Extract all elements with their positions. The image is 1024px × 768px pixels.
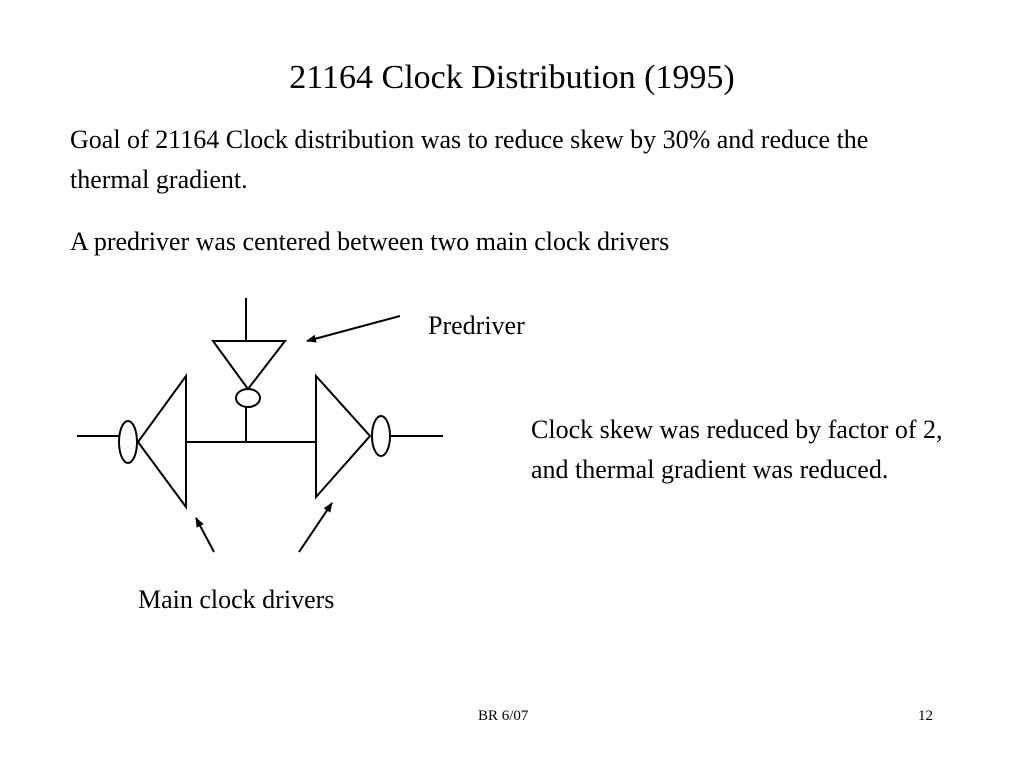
left-driver-triangle (138, 376, 186, 507)
left-driver-arrow (196, 518, 214, 552)
page-number: 12 (918, 708, 933, 724)
predriver-label: Predriver (428, 311, 525, 340)
slide-title: 21164 Clock Distribution (1995) (289, 59, 735, 96)
result-note: Clock skew was reduced by factor of 2, and thermal gradient was reduced. (531, 415, 943, 484)
right-driver-arrow (299, 503, 332, 552)
right-driver-inverter-bubble (372, 416, 390, 456)
main-clock-drivers-label: Main clock drivers (138, 585, 335, 614)
predriver-triangle (213, 341, 285, 389)
goal-paragraph: Goal of 21164 Clock distribution was to reduce skew by 30% and reduce the thermal gradient. (70, 125, 869, 194)
predriver-paragraph: A predriver was centered between two main clock drivers (70, 227, 670, 256)
right-driver-triangle (316, 376, 370, 497)
predriver-symbol (213, 298, 285, 442)
predriver-inverter-bubble (236, 389, 260, 407)
left-main-clock-driver (77, 376, 186, 507)
left-driver-inverter-bubble (119, 421, 137, 463)
predriver-arrow (307, 316, 400, 341)
right-main-clock-driver (316, 376, 443, 497)
footer-author-date: BR 6/07 (478, 708, 529, 724)
